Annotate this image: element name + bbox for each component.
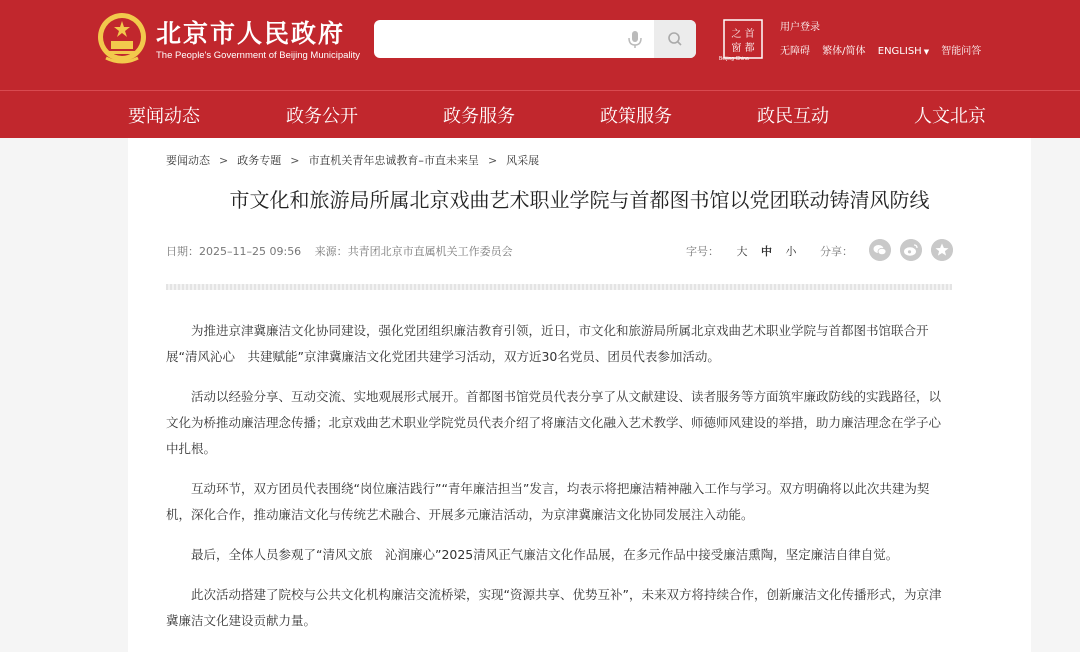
nav-item-policy-services[interactable]: 政策服务 — [600, 106, 672, 127]
nav-item-interaction[interactable]: 政民互动 — [757, 106, 829, 127]
breadcrumb-item[interactable]: 要闻动态 — [166, 154, 210, 167]
article-meta — [166, 243, 513, 259]
article-source: 共青团北京市直属机关工作委员会 — [347, 245, 513, 258]
article-paragraph: 最后，全体人员参观了“清风文旅 沁润廉心”2025清风正气廉洁文化作品展，在多元作品中接受廉洁熏陶，坚定廉洁自律自觉。 — [191, 547, 899, 562]
english-label: ENGLISH — [877, 46, 922, 57]
search-icon — [666, 30, 684, 48]
breadcrumb-item[interactable]: 风采展 — [506, 154, 540, 167]
site-subtitle: The People's Government of Beijing Municipality — [156, 50, 361, 61]
article-paragraph: 互动环节，双方团员代表围绕“岗位廉洁践行”“青年廉洁担当”发言，均表示将把廉洁精神融入工作与学习。双方明确将以此次共建为契机，深化合作，推动廉洁文化与传统艺术融合、开展多元廉洁活动，为京津冀廉洁文化协同发展注入动能。 — [166, 481, 930, 522]
main-nav — [0, 90, 1080, 138]
source-label: 来源： — [314, 245, 348, 258]
caret-down-icon: ▼ — [923, 48, 930, 56]
font-size-large[interactable]: 大 — [736, 245, 748, 258]
breadcrumb-separator: > — [290, 154, 300, 167]
capital-logo-caption: Beijing·China — [719, 56, 749, 62]
search-input[interactable] — [374, 20, 696, 58]
divider — [166, 284, 952, 290]
font-size-small[interactable]: 小 — [785, 245, 797, 258]
microphone-icon[interactable] — [624, 28, 646, 50]
article-paragraph: 为推进京津冀廉洁文化协同建设，强化党团组织廉洁教育引领，近日，市文化和旅游局所属北京戏曲艺术职业学院与首都图书馆联合开展“清风沁心 共建赋能”京津冀廉洁文化党团共建学习活动，双方近30名党员、团员代表参加活动。 — [166, 323, 929, 364]
svg-text:窗 都: 窗 都 — [731, 43, 755, 54]
breadcrumb-item[interactable]: 政务专题 — [237, 154, 282, 167]
font-size-label: 字号： — [686, 245, 719, 258]
login-link[interactable]: 用户登录 — [780, 22, 820, 33]
accessibility-link[interactable]: 无障碍 — [780, 46, 810, 57]
breadcrumb-item[interactable]: 市直机关青年忠诚教育–市直未来呈 — [308, 154, 479, 167]
site-title[interactable]: 北京市人民政府 — [156, 19, 346, 48]
nav-item-news[interactable]: 要闻动态 — [128, 106, 200, 127]
wechat-icon[interactable] — [869, 239, 891, 261]
article-paragraph: 此次活动搭建了院校与公共文化机构廉洁交流桥梁，实现“资源共享、优势互补”，未来双方将持续合作，创新廉洁文化传播形式，为京津冀廉洁文化建设贡献力量。 — [166, 587, 942, 628]
breadcrumb-separator: > — [219, 154, 229, 167]
font-size-control — [686, 243, 797, 259]
article-paragraph: 活动以经验分享、互动交流、实地观展形式展开。首都图书馆党员代表分享了从文献建设、读者服务等方面筑牢廉政防线的实践路径，以文化为桥推动廉洁理念传播；北京戏曲艺术职业学院党员代表介绍了将廉洁文化融入艺术教学、师德师风建设的举措，助力廉洁理念在学子心中扎根。 — [166, 389, 942, 456]
share-label: 分享： — [820, 245, 853, 258]
article-container — [128, 138, 1031, 652]
nav-item-gov-affairs[interactable]: 政务公开 — [286, 106, 358, 127]
national-emblem-icon[interactable] — [96, 10, 148, 66]
favorite-icon[interactable] — [931, 239, 953, 261]
date-label: 日期： — [166, 245, 199, 258]
font-size-medium[interactable]: 中 — [761, 245, 772, 258]
nav-item-culture[interactable]: 人文北京 — [914, 106, 986, 127]
smart-qa-link[interactable]: 智能问答 — [941, 46, 982, 57]
svg-text:之 首: 之 首 — [731, 29, 755, 40]
site-header — [0, 0, 1080, 90]
weibo-icon[interactable] — [900, 239, 922, 261]
traditional-simplified-link[interactable]: 繁体/简体 — [822, 46, 866, 57]
breadcrumb — [166, 152, 539, 168]
nav-item-gov-services[interactable]: 政务服务 — [443, 106, 515, 127]
search-button[interactable] — [654, 20, 696, 58]
article-title: 市文化和旅游局所属北京戏曲艺术职业学院与首都图书馆以党团联动铸清风防线 — [229, 188, 930, 212]
english-link[interactable] — [878, 46, 929, 57]
article-body — [166, 318, 952, 648]
article-date: 2025–11–25 09:56 — [199, 245, 302, 258]
breadcrumb-separator: > — [487, 154, 498, 167]
